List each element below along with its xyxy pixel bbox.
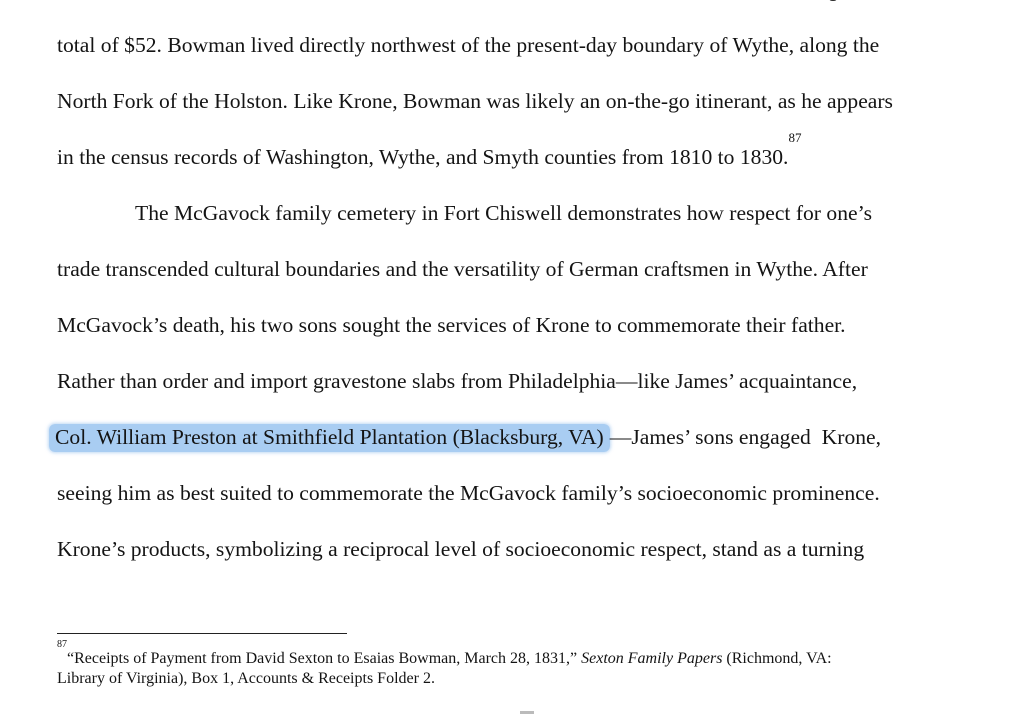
- body-line-2[interactable]: North Fork of the Holston. Like Krone, Bowman was likely an on-the-go itinerant, as he appears: [57, 89, 893, 113]
- footnote-reference[interactable]: 87: [788, 130, 802, 145]
- footnote-collection-title[interactable]: Sexton Family Papers: [581, 650, 723, 667]
- body-line-9[interactable]: seeing him as best suited to commemorate the McGavock family’s socioeconomic prominence.: [57, 481, 880, 505]
- page-edge-mark: [829, 0, 837, 1]
- body-line-1[interactable]: total of $52. Bowman lived directly northwest of the present-day boundary of Wythe, along the: [57, 33, 880, 57]
- body-line-3-text[interactable]: in the census records of Washington, Wythe, and Smyth counties from 1810 to 1830.: [57, 145, 789, 169]
- body-line-10[interactable]: Krone’s products, symbolizing a reciprocal level of socioeconomic respect, stand as a turning: [57, 537, 865, 561]
- body-line-3[interactable]: [57, 130, 802, 170]
- body-line-5[interactable]: trade transcended cultural boundaries and the versatility of German craftsmen in Wythe. After: [57, 257, 868, 281]
- footnote-citation-place[interactable]: (Richmond, VA:: [722, 650, 832, 667]
- footnote-separator: [57, 633, 347, 634]
- body-line-7[interactable]: Rather than order and import gravestone slabs from Philadelphia—like James’ acquaintance,: [57, 369, 858, 393]
- footnote-number: 87: [57, 639, 67, 650]
- body-line-4-paragraph-start[interactable]: The McGavock family cemetery in Fort Chiswell demonstrates how respect for one’s: [135, 201, 872, 225]
- footnote-line-2[interactable]: Library of Virginia), Box 1, Accounts & Receipts Folder 2.: [57, 670, 435, 687]
- body-line-8-rest[interactable]: —James’ sons engaged Krone,: [609, 425, 882, 449]
- footnote-line-1[interactable]: [57, 639, 832, 669]
- footnote-citation-start[interactable]: “Receipts of Payment from David Sexton to Esaias Bowman, March 28, 1831,”: [67, 650, 582, 667]
- body-line-6[interactable]: McGavock’s death, his two sons sought the services of Krone to commemorate their father.: [57, 313, 846, 337]
- selected-text-highlight[interactable]: Col. William Preston at Smithfield Plantation (Blacksburg, VA): [49, 424, 610, 452]
- body-line-8[interactable]: [57, 424, 881, 450]
